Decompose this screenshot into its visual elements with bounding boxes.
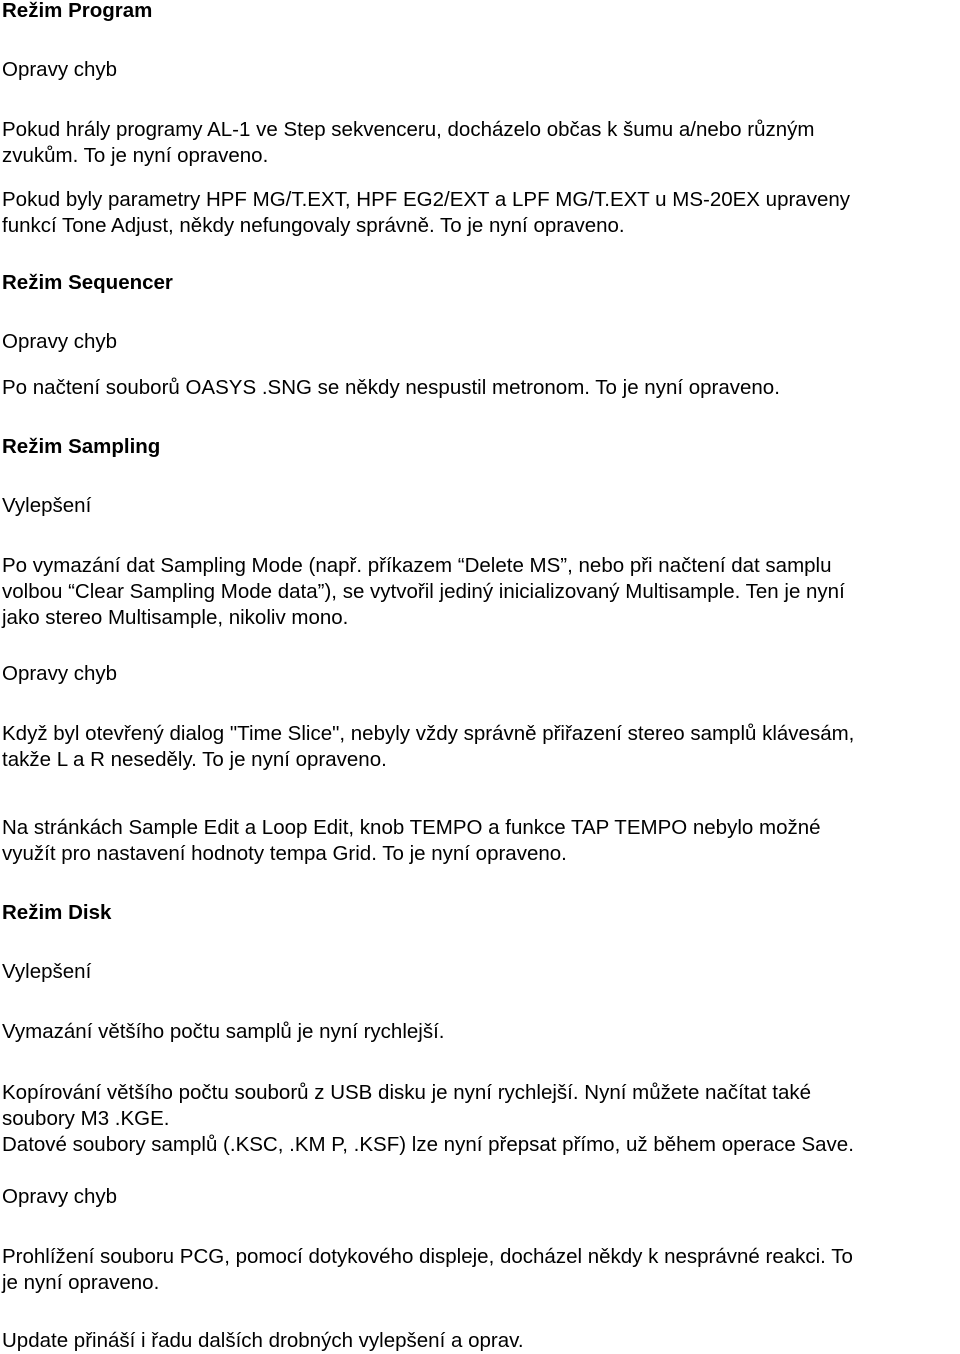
subsection-title-disk-improvements: Vylepšení — [2, 960, 92, 983]
section-heading-disk: Režim Disk — [2, 901, 112, 924]
paragraph-line: Kopírování většího počtu souborů z USB disku je nyní rychlejší. Nyní můžete načítat také — [2, 1081, 812, 1104]
paragraph-line: Na stránkách Sample Edit a Loop Edit, knob TEMPO a funkce TAP TEMPO nebylo možné — [2, 816, 821, 839]
paragraph-line: Update přináší i řadu dalších drobných vylepšení a oprav. — [2, 1329, 524, 1352]
paragraph-line: Po vymazání dat Sampling Mode (např. příkazem “Delete MS”, nebo při načtení dat samplu — [2, 554, 832, 577]
paragraph-line: funkcí Tone Adjust, někdy nefungovaly správně. To je nyní opraveno. — [2, 214, 625, 237]
section-heading-sampling: Režim Sampling — [2, 435, 161, 458]
paragraph-line: takže L a R neseděly. To je nyní opraveno. — [2, 748, 387, 771]
paragraph-line: Pokud hrály programy AL-1 ve Step sekvenceru, docházelo občas k šumu a/nebo různým — [2, 118, 815, 141]
paragraph-line: zvukům. To je nyní opraveno. — [2, 144, 269, 167]
subsection-title-sequencer-fixes: Opravy chyb — [2, 330, 118, 353]
paragraph-line: volbou “Clear Sampling Mode data”), se vytvořil jediný inicializovaný Multisample. Ten je nyní — [2, 580, 845, 603]
paragraph-line: Pokud byly parametry HPF MG/T.EXT, HPF EG2/EXT a LPF MG/T.EXT u MS-20EX upraveny — [2, 188, 850, 211]
paragraph-line: Datové soubory samplů (.KSC, .KM P, .KSF) lze nyní přepsat přímo, už během operace Save. — [2, 1133, 854, 1156]
paragraph-line: Po načtení souborů OASYS .SNG se někdy nespustil metronom. To je nyní opraveno. — [2, 376, 780, 399]
paragraph-line: Když byl otevřený dialog "Time Slice", nebyly vždy správně přiřazení stereo samplů klávesám, — [2, 722, 855, 745]
subsection-title-sampling-improvements: Vylepšení — [2, 494, 92, 517]
paragraph-line: Vymazání většího počtu samplů je nyní rychlejší. — [2, 1020, 445, 1043]
subsection-title-sampling-fixes: Opravy chyb — [2, 662, 118, 685]
paragraph-line: soubory M3 .KGE. — [2, 1107, 170, 1130]
paragraph-line: využít pro nastavení hodnoty tempa Grid. To je nyní opraveno. — [2, 842, 567, 865]
paragraph-line: jako stereo Multisample, nikoliv mono. — [2, 606, 349, 629]
section-heading-program: Režim Program — [2, 0, 153, 22]
paragraph-line: je nyní opraveno. — [2, 1271, 160, 1294]
subsection-title-disk-fixes: Opravy chyb — [2, 1185, 118, 1208]
section-heading-sequencer: Režim Sequencer — [2, 271, 173, 294]
subsection-title-program-fixes: Opravy chyb — [2, 58, 118, 81]
paragraph-line: Prohlížení souboru PCG, pomocí dotykového displeje, docházel někdy k nesprávné reakci. To — [2, 1245, 853, 1268]
